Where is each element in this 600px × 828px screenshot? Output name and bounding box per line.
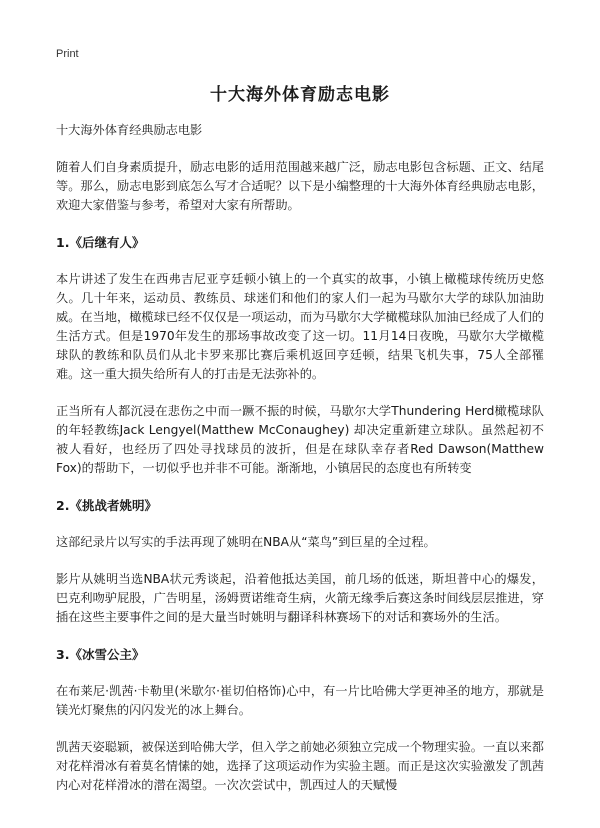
section-paragraph: 影片从姚明当选NBA状元秀谈起，沿着他抵达美国，前几场的低迷，斯坦普中心的爆发，巴克利吻驴屁股，广告明星，汤姆贾诺维奇生病，火箭无缘季后赛这条时间线层层推进，穿插在这些主要事件之间的是大量当时姚明与翻译科林赛场下的对话和赛场外的生活。 [56, 572, 544, 624]
section-heading: 3.《冰雪公主》 [56, 647, 145, 662]
document-body [56, 121, 544, 813]
section-paragraph: 在布莱尼·凯茜·卡勒里(米歇尔·崔切伯格饰)心中，有一片比哈佛大学更神圣的地方，那就是镁光灯聚焦的闪闪发光的冰上舞台。 [56, 684, 544, 717]
page-title: 十大海外体育励志电影 [210, 85, 390, 105]
print-link[interactable]: Print [56, 48, 79, 60]
section-heading: 2.《挑战者姚明》 [56, 498, 157, 513]
section-heading: 1.《后继有人》 [56, 235, 145, 250]
intro-paragraph: 随着人们自身素质提升，励志电影的适用范围越来越广泛，励志电影包含标题、正文、结尾等。那么，励志电影到底怎么写才合适呢？以下是小编整理的十大海外体育经典励志电影，欢迎大家借鉴与参考，希望对大家有所帮助。 [56, 160, 544, 212]
section-paragraph: 正当所有人都沉浸在悲伤之中而一蹶不振的时候，马歇尔大学Thundering Herd橄榄球队的年轻教练Jack Lengyel(Matthew McConaughey) 却决定重新建立球队。虽然起初不被人看好，也经历了四处寻找球员的波折，但是在球队幸存者Red Dawson(Matthew Fox)的帮助下，一切似乎也并非不可能。渐渐地，小镇居民的态度也有所转变 [56, 404, 544, 475]
section-paragraph: 这部纪录片以写实的手法再现了姚明在NBA从“菜鸟”到巨星的全过程。 [56, 535, 436, 549]
section-paragraph: 本片讲述了发生在西弗吉尼亚亨廷顿小镇上的一个真实的故事，小镇上橄榄球传统历史悠久。几十年来，运动员、教练员、球迷们和他们的家人们一起为马歇尔大学的球队加油助威。在当地，橄榄球已经不仅仅是一项运动，而为马歇尔大学橄榄球队加油已经成了人们的生活方式。但是1970年发生的那场事故改变了这一切。11月14日夜晚，马歇尔大学橄榄球队的教练和队员们从北卡罗来那比赛后乘机返回亨廷顿，结果飞机失事，75人全部罹难。这一重大损失给所有人的打击是无法弥补的。 [56, 272, 544, 381]
section-paragraph: 凯茜天姿聪颖，被保送到哈佛大学，但入学之前她必须独立完成一个物理实验。一直以来都对花样滑冰有着莫名情愫的她，选择了这项运动作为实验主题。而正是这次实验激发了凯茜内心对花样滑冰的潜在渴望。一次次尝试中，凯西过人的天赋慢 [56, 740, 544, 792]
document-subtitle: 十大海外体育经典励志电影 [56, 123, 203, 137]
